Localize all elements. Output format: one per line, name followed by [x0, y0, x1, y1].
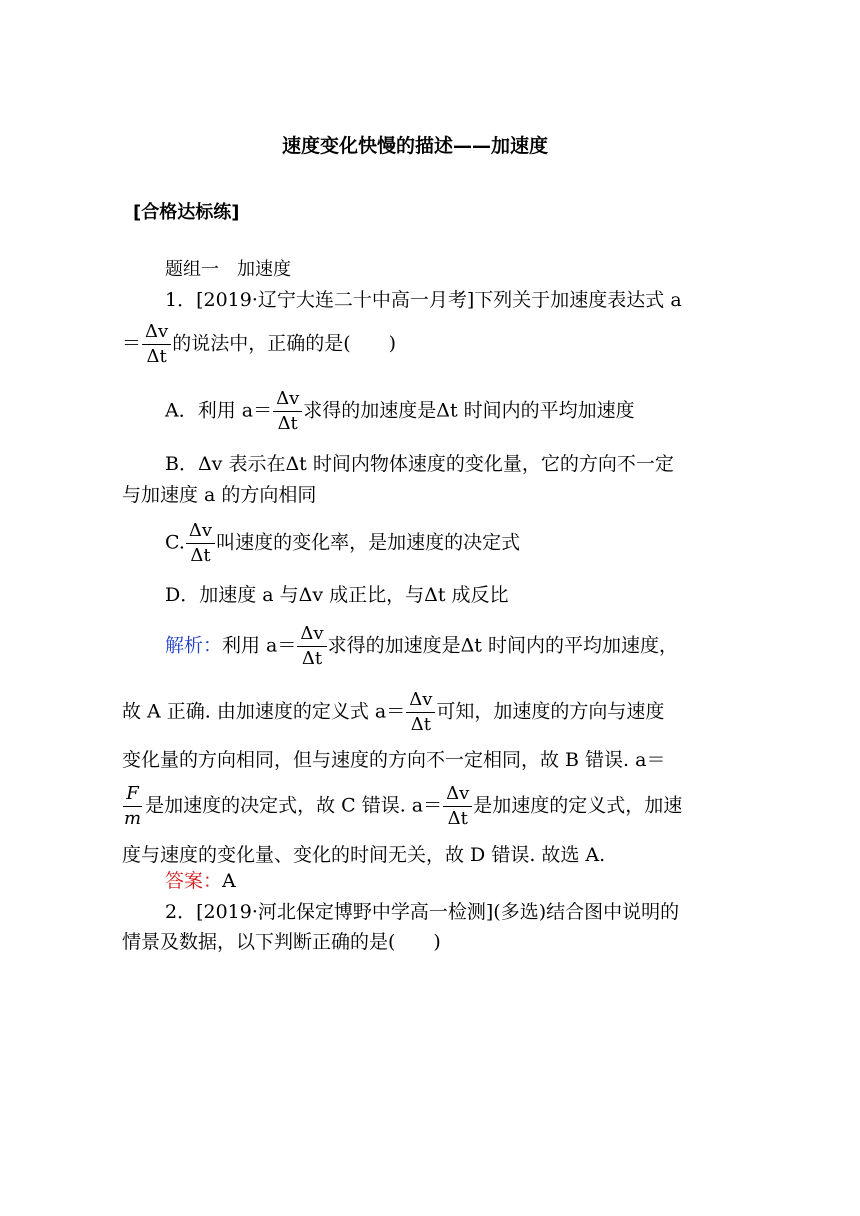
frac-numerator: Δv — [406, 690, 435, 713]
q1-stem-text: 的说法中，正确的是( ) — [172, 332, 397, 355]
q2-stem-line2: 情景及数据，以下判断正确的是( ) — [122, 931, 441, 953]
frac-denominator: Δt — [277, 413, 298, 434]
q1-option-b-line1: B．Δv 表示在Δt 时间内物体速度的变化量，它的方向不一定 — [165, 453, 674, 475]
option-a-text: 求得的加速度是Δt 时间内的平均加速度 — [303, 399, 635, 422]
q1-stem-line2 — [122, 322, 396, 367]
q2-stem-line1: 2．[2019·河北保定博野中学高一检测](多选)结合图中说明的 — [165, 901, 680, 923]
answer-line — [165, 868, 236, 894]
analysis-text: 故 A 正确. 由加速度的定义式 a＝ — [122, 700, 406, 723]
frac-denominator: Δt — [301, 648, 323, 669]
option-a-prefix: A．利用 a＝ — [165, 399, 273, 422]
analysis-text: 是加速度的定义式，加速 — [473, 794, 683, 817]
fraction-dv-dt — [186, 521, 215, 566]
group-heading: 题组一 加速度 — [165, 259, 291, 280]
option-c-prefix: C. — [165, 531, 185, 554]
analysis-line4 — [120, 784, 682, 829]
fraction-dv-dt — [297, 624, 326, 669]
analysis-line3: 变化量的方向相同，但与速度的方向不一定相同，故 B 错误. a＝ — [122, 749, 666, 771]
q1-option-b-line2: 与加速度 a 的方向相同 — [122, 484, 317, 506]
fraction-dv-dt — [406, 690, 435, 735]
frac-numerator: Δv — [273, 389, 302, 412]
analysis-label: 解析： — [165, 634, 223, 657]
frac-denominator: Δt — [410, 714, 431, 735]
fraction-dv-dt — [443, 784, 472, 829]
answer-label: 答案： — [165, 870, 223, 892]
q1-option-c — [165, 521, 520, 566]
analysis-text: 求得的加速度是Δt 时间内的平均加速度， — [327, 634, 678, 657]
analysis-text: 可知，加速度的方向与速度 — [436, 700, 665, 723]
q1-stem-line1: 1．[2019·辽宁大连二十中高一月考]下列关于加速度表达式 a — [165, 289, 682, 311]
fraction-dv-dt — [273, 389, 302, 434]
frac-numerator: Δv — [443, 784, 472, 807]
frac-numerator: Δv — [186, 521, 215, 544]
frac-denominator: Δt — [190, 545, 211, 566]
analysis-text: 是加速度的决定式，故 C 错误. a＝ — [145, 794, 443, 817]
analysis-text: 利用 a＝ — [222, 634, 297, 657]
answer-value: A — [222, 870, 236, 892]
q1-option-d: D．加速度 a 与Δv 成正比，与Δt 成反比 — [165, 584, 509, 606]
frac-numerator: F — [123, 784, 142, 807]
fraction-dv-dt — [142, 322, 171, 367]
option-c-text: 叫速度的变化率，是加速度的决定式 — [216, 531, 521, 554]
q1-equals: ＝ — [122, 332, 142, 355]
section-heading: [合格达标练] — [133, 202, 240, 223]
page-title: 速度变化快慢的描述——加速度 — [282, 135, 549, 157]
frac-numerator: Δv — [297, 624, 326, 647]
q1-option-a — [165, 389, 635, 434]
analysis-line5: 度与速度的变化量、变化的时间无关，故 D 错误. 故选 A. — [122, 844, 606, 866]
fraction-f-m — [121, 784, 144, 829]
analysis-line2 — [122, 690, 664, 735]
analysis-line1 — [165, 624, 678, 669]
frac-denominator: Δt — [447, 808, 468, 829]
frac-denominator: Δt — [146, 346, 167, 367]
frac-denominator: m — [124, 808, 142, 829]
frac-numerator: Δv — [142, 322, 171, 345]
